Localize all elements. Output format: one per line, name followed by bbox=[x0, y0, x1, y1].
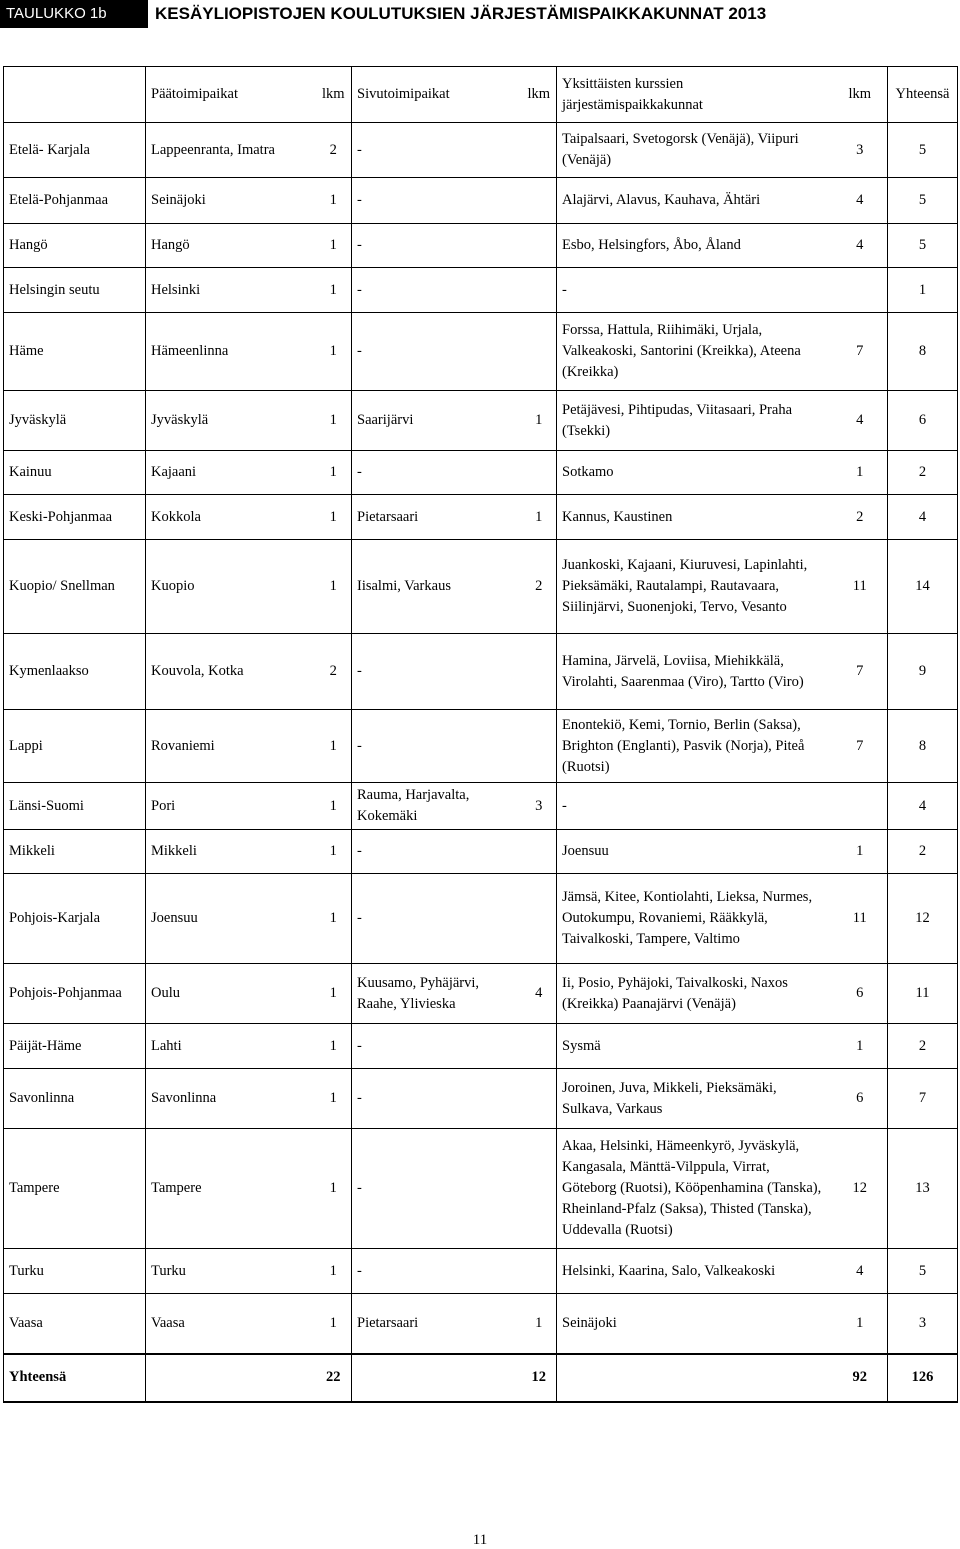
cell-sub-place: Saarijärvi bbox=[352, 391, 522, 451]
cell-region: Pohjois-Pohjanmaa bbox=[4, 964, 146, 1024]
cell-lkm3: 1 bbox=[833, 1024, 888, 1069]
cell-lkm1: 1 bbox=[316, 313, 352, 391]
table-row bbox=[4, 1294, 958, 1354]
cell-total: 1 bbox=[888, 268, 958, 313]
cell-sub-place: Kuusamo, Pyhäjärvi, Raahe, Ylivieska bbox=[352, 964, 522, 1024]
cell-main-place: Turku bbox=[146, 1249, 316, 1294]
table-row bbox=[4, 224, 958, 268]
cell-single-courses: - bbox=[557, 268, 833, 313]
header-total: Yhteensä bbox=[888, 67, 958, 123]
cell-lkm1: 1 bbox=[316, 710, 352, 783]
cell-lkm1: 1 bbox=[316, 1249, 352, 1294]
cell-lkm2 bbox=[522, 178, 557, 224]
cell-lkm2: 2 bbox=[522, 540, 557, 634]
cell-lkm1: 2 bbox=[316, 634, 352, 710]
cell-lkm1: 1 bbox=[316, 830, 352, 874]
cell-total: 6 bbox=[888, 391, 958, 451]
cell-region: Tampere bbox=[4, 1129, 146, 1249]
cell-sub-place: - bbox=[352, 1249, 522, 1294]
cell-lkm1: 1 bbox=[316, 1294, 352, 1354]
cell-region: Kymenlaakso bbox=[4, 634, 146, 710]
cell-lkm3: 6 bbox=[833, 1069, 888, 1129]
totals-row bbox=[4, 1354, 958, 1402]
cell-lkm3: 4 bbox=[833, 1249, 888, 1294]
table-row bbox=[4, 1024, 958, 1069]
page-number: 11 bbox=[472, 1532, 488, 1548]
cell-lkm3: 6 bbox=[833, 964, 888, 1024]
cell-region: Hangö bbox=[4, 224, 146, 268]
cell-lkm2 bbox=[522, 634, 557, 710]
cell-total: 14 bbox=[888, 540, 958, 634]
cell-region: Pohjois-Karjala bbox=[4, 874, 146, 964]
cell-lkm1: 1 bbox=[316, 964, 352, 1024]
cell-single-courses: Enontekiö, Kemi, Tornio, Berlin (Saksa), Brighton (Englanti), Pasvik (Norja), Piteå (Ruotsi) bbox=[557, 710, 833, 783]
cell-region: Turku bbox=[4, 1249, 146, 1294]
cell-lkm2 bbox=[522, 268, 557, 313]
cell-main-place: Rovaniemi bbox=[146, 710, 316, 783]
cell-total: 2 bbox=[888, 451, 958, 495]
header-single-courses: Yksittäisten kurssien järjestämispaikkakunnat bbox=[557, 67, 833, 123]
cell-total: 9 bbox=[888, 634, 958, 710]
cell-lkm3: 7 bbox=[833, 710, 888, 783]
cell-single-courses: Joensuu bbox=[557, 830, 833, 874]
cell-single-courses: Akaa, Helsinki, Hämeenkyrö, Jyväskylä, Kangasala, Mänttä-Vilppula, Virrat, Göteborg (Ruotsi), Kööpenhamina (Tanska), Rheinland-Pfalz (Saksa), Thisted (Tanska), Uddevalla (Ruotsi) bbox=[557, 1129, 833, 1249]
cell-lkm1: 2 bbox=[316, 123, 352, 178]
cell-region: Lappi bbox=[4, 710, 146, 783]
cell-single-courses: - bbox=[557, 783, 833, 830]
cell-sub-place: - bbox=[352, 634, 522, 710]
cell-single-courses: Joroinen, Juva, Mikkeli, Pieksämäki, Sulkava, Varkaus bbox=[557, 1069, 833, 1129]
cell-lkm1: 1 bbox=[316, 1129, 352, 1249]
cell-lkm1: 1 bbox=[316, 178, 352, 224]
cell-total: 5 bbox=[888, 178, 958, 224]
totals-lkm1: 22 bbox=[316, 1354, 352, 1402]
cell-main-place: Tampere bbox=[146, 1129, 316, 1249]
cell-region: Vaasa bbox=[4, 1294, 146, 1354]
cell-main-place: Savonlinna bbox=[146, 1069, 316, 1129]
cell-main-place: Joensuu bbox=[146, 874, 316, 964]
table-row bbox=[4, 268, 958, 313]
cell-sub-place: - bbox=[352, 268, 522, 313]
cell-total: 7 bbox=[888, 1069, 958, 1129]
cell-lkm2 bbox=[522, 224, 557, 268]
cell-lkm2 bbox=[522, 1129, 557, 1249]
cell-main-place: Lahti bbox=[146, 1024, 316, 1069]
cell-main-place: Helsinki bbox=[146, 268, 316, 313]
cell-total: 8 bbox=[888, 710, 958, 783]
table-row bbox=[4, 178, 958, 224]
cell-lkm3: 1 bbox=[833, 451, 888, 495]
cell-main-place: Hämeenlinna bbox=[146, 313, 316, 391]
cell-lkm3 bbox=[833, 268, 888, 313]
cell-sub-place: - bbox=[352, 313, 522, 391]
cell-total: 4 bbox=[888, 783, 958, 830]
cell-lkm2: 1 bbox=[522, 391, 557, 451]
cell-lkm3: 7 bbox=[833, 313, 888, 391]
cell-lkm3: 2 bbox=[833, 495, 888, 540]
cell-region: Etelä-Pohjanmaa bbox=[4, 178, 146, 224]
cell-lkm2: 1 bbox=[522, 495, 557, 540]
cell-single-courses: Taipalsaari, Svetogorsk (Venäjä), Viipuri (Venäjä) bbox=[557, 123, 833, 178]
table-row bbox=[4, 964, 958, 1024]
cell-lkm2 bbox=[522, 123, 557, 178]
cell-region: Häme bbox=[4, 313, 146, 391]
cell-total: 4 bbox=[888, 495, 958, 540]
cell-single-courses: Hamina, Järvelä, Loviisa, Miehikkälä, Virolahti, Saarenmaa (Viro), Tartto (Viro) bbox=[557, 634, 833, 710]
cell-sub-place: Rauma, Harjavalta, Kokemäki bbox=[352, 783, 522, 830]
totals-lkm3: 92 bbox=[833, 1354, 888, 1402]
cell-single-courses: Ii, Posio, Pyhäjoki, Taivalkoski, Naxos (Kreikka) Paanajärvi (Venäjä) bbox=[557, 964, 833, 1024]
cell-region: Päijät-Häme bbox=[4, 1024, 146, 1069]
cell-total: 5 bbox=[888, 1249, 958, 1294]
cell-total: 12 bbox=[888, 874, 958, 964]
cell-single-courses: Kannus, Kaustinen bbox=[557, 495, 833, 540]
cell-main-place: Lappeenranta, Imatra bbox=[146, 123, 316, 178]
cell-sub-place: - bbox=[352, 451, 522, 495]
header-lkm2: lkm bbox=[522, 67, 557, 123]
cell-sub-place: Iisalmi, Varkaus bbox=[352, 540, 522, 634]
cell-sub-place: - bbox=[352, 224, 522, 268]
cell-sub-place: - bbox=[352, 710, 522, 783]
cell-total: 11 bbox=[888, 964, 958, 1024]
cell-lkm3: 1 bbox=[833, 1294, 888, 1354]
cell-single-courses: Helsinki, Kaarina, Salo, Valkeakoski bbox=[557, 1249, 833, 1294]
totals-total: 126 bbox=[888, 1354, 958, 1402]
totals-lkm2: 12 bbox=[522, 1354, 557, 1402]
cell-region: Savonlinna bbox=[4, 1069, 146, 1129]
cell-lkm2 bbox=[522, 313, 557, 391]
cell-lkm2 bbox=[522, 874, 557, 964]
cell-region: Jyväskylä bbox=[4, 391, 146, 451]
table-row bbox=[4, 540, 958, 634]
table-row bbox=[4, 451, 958, 495]
cell-region: Etelä- Karjala bbox=[4, 123, 146, 178]
cell-single-courses: Sysmä bbox=[557, 1024, 833, 1069]
cell-main-place: Kouvola, Kotka bbox=[146, 634, 316, 710]
cell-lkm1: 1 bbox=[316, 224, 352, 268]
cell-region: Helsingin seutu bbox=[4, 268, 146, 313]
header-lkm3: lkm bbox=[833, 67, 888, 123]
cell-main-place: Seinäjoki bbox=[146, 178, 316, 224]
cell-sub-place: - bbox=[352, 1024, 522, 1069]
cell-lkm2 bbox=[522, 710, 557, 783]
cell-lkm2 bbox=[522, 1024, 557, 1069]
cell-lkm2: 3 bbox=[522, 783, 557, 830]
cell-lkm3 bbox=[833, 783, 888, 830]
cell-total: 13 bbox=[888, 1129, 958, 1249]
cell-single-courses: Sotkamo bbox=[557, 451, 833, 495]
cell-lkm1: 1 bbox=[316, 495, 352, 540]
cell-lkm2: 1 bbox=[522, 1294, 557, 1354]
cell-lkm2 bbox=[522, 830, 557, 874]
cell-lkm3: 3 bbox=[833, 123, 888, 178]
cell-lkm1: 1 bbox=[316, 540, 352, 634]
cell-lkm3: 4 bbox=[833, 178, 888, 224]
cell-sub-place: - bbox=[352, 178, 522, 224]
cell-total: 5 bbox=[888, 224, 958, 268]
totals-main-blank bbox=[146, 1354, 316, 1402]
cell-main-place: Jyväskylä bbox=[146, 391, 316, 451]
cell-sub-place: - bbox=[352, 1069, 522, 1129]
header-region bbox=[4, 67, 146, 123]
cell-total: 2 bbox=[888, 830, 958, 874]
cell-lkm2: 4 bbox=[522, 964, 557, 1024]
table-row bbox=[4, 1129, 958, 1249]
cell-single-courses: Forssa, Hattula, Riihimäki, Urjala, Valkeakoski, Santorini (Kreikka), Ateena (Kreikka) bbox=[557, 313, 833, 391]
cell-lkm3: 4 bbox=[833, 391, 888, 451]
cell-main-place: Oulu bbox=[146, 964, 316, 1024]
cell-total: 5 bbox=[888, 123, 958, 178]
cell-lkm1: 1 bbox=[316, 268, 352, 313]
cell-lkm2 bbox=[522, 1249, 557, 1294]
cell-sub-place: - bbox=[352, 874, 522, 964]
cell-sub-place: - bbox=[352, 830, 522, 874]
cell-lkm1: 1 bbox=[316, 783, 352, 830]
cell-single-courses: Alajärvi, Alavus, Kauhava, Ähtäri bbox=[557, 178, 833, 224]
cell-main-place: Kokkola bbox=[146, 495, 316, 540]
cell-sub-place: Pietarsaari bbox=[352, 495, 522, 540]
cell-sub-place: - bbox=[352, 123, 522, 178]
cell-main-place: Kajaani bbox=[146, 451, 316, 495]
totals-label: Yhteensä bbox=[4, 1354, 146, 1402]
header-lkm1: lkm bbox=[316, 67, 352, 123]
cell-total: 3 bbox=[888, 1294, 958, 1354]
page-title: KESÄYLIOPISTOJEN KOULUTUKSIEN JÄRJESTÄMISPAIKKAKUNNAT 2013 bbox=[155, 4, 767, 23]
cell-lkm3: 4 bbox=[833, 224, 888, 268]
cell-single-courses: Petäjävesi, Pihtipudas, Viitasaari, Praha (Tsekki) bbox=[557, 391, 833, 451]
cell-single-courses: Jämsä, Kitee, Kontiolahti, Lieksa, Nurmes, Outokumpu, Rovaniemi, Rääkkylä, Taivalkoski, Tampere, Valtimo bbox=[557, 874, 833, 964]
cell-lkm3: 1 bbox=[833, 830, 888, 874]
cell-main-place: Mikkeli bbox=[146, 830, 316, 874]
cell-lkm2 bbox=[522, 1069, 557, 1129]
table-row bbox=[4, 874, 958, 964]
cell-total: 8 bbox=[888, 313, 958, 391]
cell-main-place: Pori bbox=[146, 783, 316, 830]
cell-main-place: Kuopio bbox=[146, 540, 316, 634]
cell-region: Mikkeli bbox=[4, 830, 146, 874]
table-row bbox=[4, 391, 958, 451]
cell-region: Keski-Pohjanmaa bbox=[4, 495, 146, 540]
cell-main-place: Hangö bbox=[146, 224, 316, 268]
header-sub-places: Sivutoimipaikat bbox=[352, 67, 522, 123]
table-row bbox=[4, 1249, 958, 1294]
cell-single-courses: Seinäjoki bbox=[557, 1294, 833, 1354]
cell-lkm3: 12 bbox=[833, 1129, 888, 1249]
cell-lkm2 bbox=[522, 451, 557, 495]
cell-lkm1: 1 bbox=[316, 1024, 352, 1069]
table-tag: TAULUKKO 1b bbox=[0, 0, 148, 28]
header-main-places: Päätoimipaikat bbox=[146, 67, 316, 123]
cell-region: Länsi-Suomi bbox=[4, 783, 146, 830]
cell-region: Kuopio/ Snellman bbox=[4, 540, 146, 634]
placement-table bbox=[3, 66, 958, 1403]
cell-sub-place: - bbox=[352, 1129, 522, 1249]
cell-single-courses: Juankoski, Kajaani, Kiuruvesi, Lapinlahti, Pieksämäki, Rautalampi, Rautavaara, Siilinjärvi, Suonenjoki, Tervo, Vesanto bbox=[557, 540, 833, 634]
cell-lkm3: 11 bbox=[833, 874, 888, 964]
table-row bbox=[4, 783, 958, 830]
cell-lkm1: 1 bbox=[316, 391, 352, 451]
cell-lkm3: 11 bbox=[833, 540, 888, 634]
table-row bbox=[4, 830, 958, 874]
cell-lkm1: 1 bbox=[316, 874, 352, 964]
table-row bbox=[4, 313, 958, 391]
cell-lkm1: 1 bbox=[316, 451, 352, 495]
totals-single-blank bbox=[557, 1354, 833, 1402]
table-row bbox=[4, 495, 958, 540]
totals-sub-blank bbox=[352, 1354, 522, 1402]
table-row bbox=[4, 1069, 958, 1129]
table-header-row bbox=[4, 67, 958, 123]
cell-total: 2 bbox=[888, 1024, 958, 1069]
table-row bbox=[4, 634, 958, 710]
table-row bbox=[4, 123, 958, 178]
cell-lkm1: 1 bbox=[316, 1069, 352, 1129]
cell-sub-place: Pietarsaari bbox=[352, 1294, 522, 1354]
cell-single-courses: Esbo, Helsingfors, Åbo, Åland bbox=[557, 224, 833, 268]
cell-lkm3: 7 bbox=[833, 634, 888, 710]
table-row bbox=[4, 710, 958, 783]
cell-region: Kainuu bbox=[4, 451, 146, 495]
cell-main-place: Vaasa bbox=[146, 1294, 316, 1354]
